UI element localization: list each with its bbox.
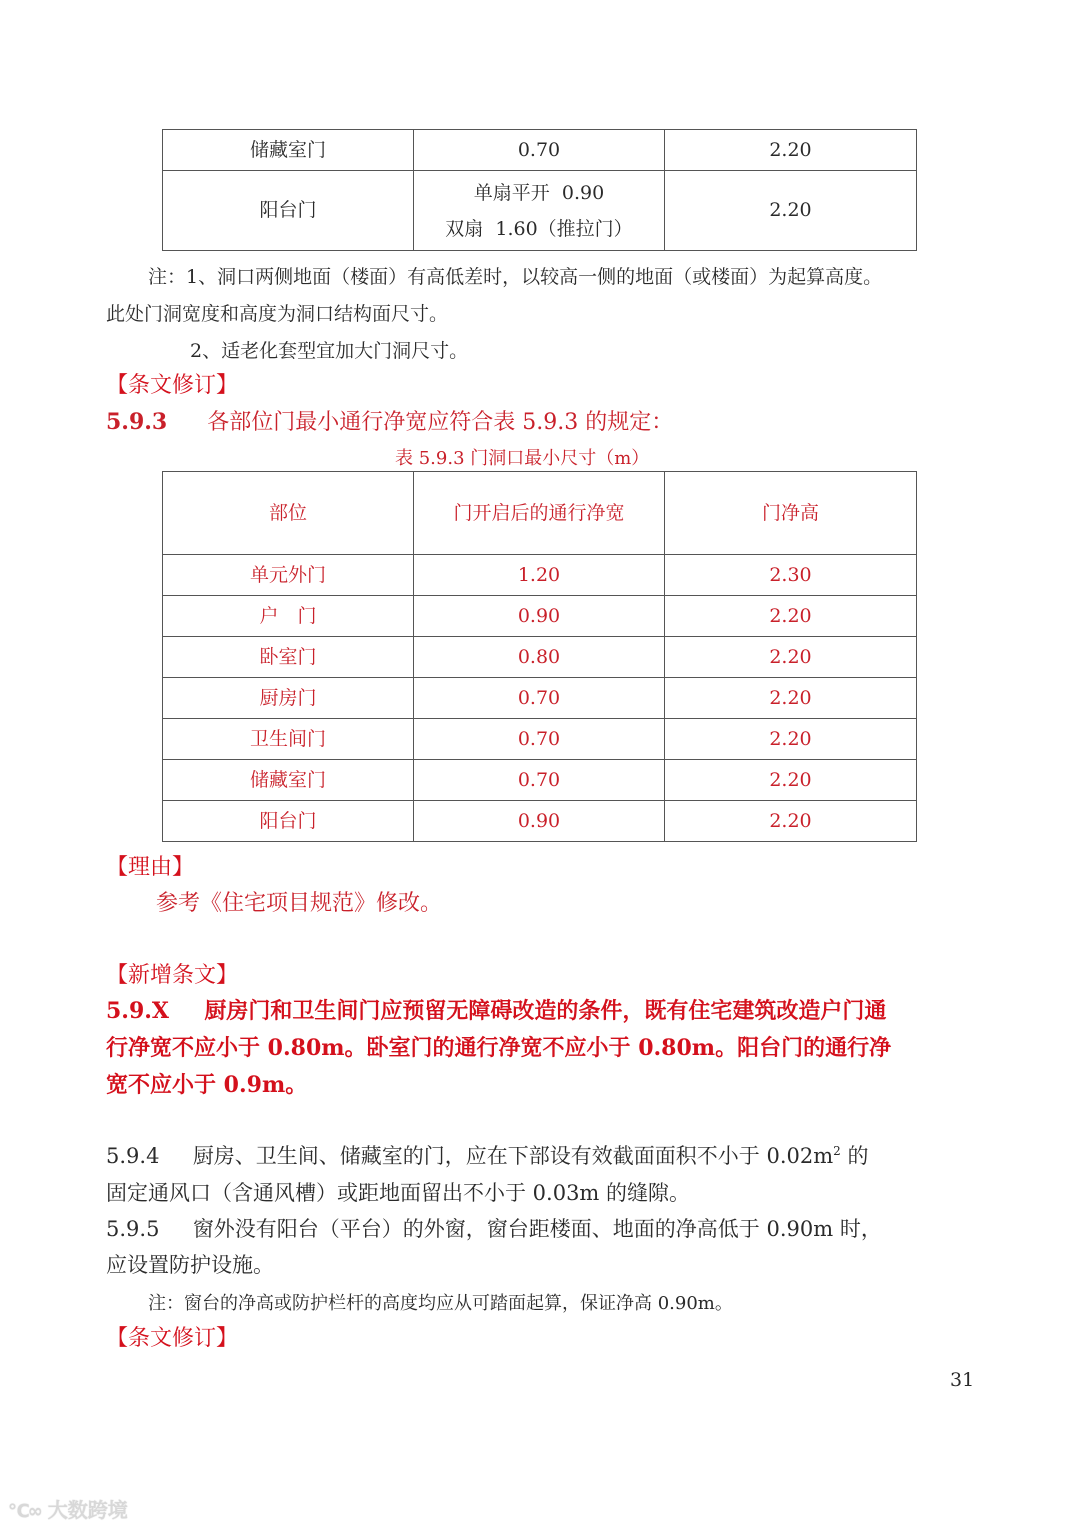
dimension-value: 0.80m	[267, 1035, 345, 1061]
text-run: 行净宽不应小于	[106, 1035, 268, 1061]
new-clause-line-2	[106, 1031, 891, 1062]
table-cell-part: 户 门	[163, 596, 414, 637]
reason-text: 参考《住宅项目规范》修改。	[156, 891, 443, 916]
table-row	[163, 171, 917, 251]
clause-5-9-5-note: 注：窗台的净高或防护栏杆的高度均应从可踏面起算，保证净高 0.90m。	[148, 1293, 733, 1314]
dimension-value: 0.9m	[223, 1072, 286, 1098]
revision-heading-2: 【条文修订】	[106, 1326, 239, 1351]
note-2: 2、适老化套型宜加大门洞尺寸。	[190, 340, 469, 362]
superscript: 2	[833, 1144, 841, 1158]
table-cell-part: 阳台门	[163, 171, 414, 251]
table-row	[163, 678, 917, 719]
table-cell-part: 储藏室门	[163, 760, 414, 801]
text-run: 厨房、卫生间、储藏室的门，应在下部设有效截面面积不小于 0.02m	[192, 1144, 834, 1168]
clause-5-9-5-line-2: 应设置防护设施。	[106, 1253, 274, 1277]
header-clear-height: 门净高	[665, 472, 917, 555]
clause-number: 5.9.3	[106, 409, 168, 435]
table-cell-width: 0.90	[414, 801, 665, 842]
clause-5-9-4-line-1	[106, 1140, 868, 1170]
door-opening-min-size-table	[162, 471, 917, 842]
table-cell-width: 0.70	[414, 130, 665, 171]
width-line-double: 双扇 1.60（推拉门）	[445, 217, 633, 240]
note-1-line-1: 注：1、洞口两侧地面（楼面）有高低差时，以较高一侧的地面（或楼面）为起算高度。	[148, 266, 883, 288]
new-clause-line-1	[106, 994, 886, 1025]
clause-5-9-5-line-1	[106, 1213, 882, 1243]
header-clear-width: 门开启后的通行净宽	[414, 472, 665, 555]
table-cell-height: 2.20	[665, 719, 917, 760]
table-caption: 表 5.9.3 门洞口最小尺寸（m）	[395, 448, 650, 469]
reason-heading: 【理由】	[106, 855, 195, 880]
table-cell-width: 0.70	[414, 719, 665, 760]
table-row	[163, 719, 917, 760]
text-run: 的	[840, 1144, 869, 1168]
table-cell-height: 2.20	[665, 637, 917, 678]
revision-heading: 【条文修订】	[106, 373, 239, 398]
table-cell-width: 0.90	[414, 596, 665, 637]
text-run: 。	[285, 1072, 308, 1098]
table-cell-part: 厨房门	[163, 678, 414, 719]
new-clause-heading: 【新增条文】	[106, 963, 239, 988]
new-clause-text: 厨房门和卫生间门应预留无障碍改造的条件，既有住宅建筑改造户门通	[204, 998, 887, 1024]
watermark-logo-icon: ℃∞	[8, 1501, 41, 1522]
note-1-line-2: 此处门洞宽度和高度为洞口结构面尺寸。	[106, 303, 449, 325]
width-line-single: 单扇平开 0.90	[473, 181, 605, 204]
table-row	[163, 596, 917, 637]
table-cell-width: 0.80	[414, 637, 665, 678]
text-run: 。阳台门的通行净	[715, 1035, 892, 1061]
table-cell-width	[414, 171, 665, 251]
text-run: 宽不应小于	[106, 1072, 224, 1098]
table-cell-part: 卫生间门	[163, 719, 414, 760]
clause-5-9-3	[106, 405, 673, 436]
table-cell-part: 单元外门	[163, 555, 414, 596]
table-cell-height: 2.20	[665, 130, 917, 171]
table-cell-height: 2.20	[665, 171, 917, 251]
watermark	[8, 1494, 128, 1523]
text-run: 。卧室门的通行净宽不应小于	[344, 1035, 639, 1061]
table-cell-width: 1.20	[414, 555, 665, 596]
table-cell-height: 2.20	[665, 596, 917, 637]
table-cell-height: 2.20	[665, 801, 917, 842]
table-cell-height: 2.20	[665, 678, 917, 719]
new-clause-line-3	[106, 1068, 307, 1099]
clause-number: 5.9.5	[106, 1217, 160, 1241]
table-cell-width: 0.70	[414, 760, 665, 801]
door-opening-table-continued	[162, 129, 917, 251]
table-cell-part: 储藏室门	[163, 130, 414, 171]
table-cell-height: 2.20	[665, 760, 917, 801]
table-cell-part: 卧室门	[163, 637, 414, 678]
table-row	[163, 555, 917, 596]
table-row	[163, 760, 917, 801]
new-clause-number: 5.9.X	[106, 998, 170, 1024]
table-row	[163, 801, 917, 842]
page-number: 31	[950, 1369, 975, 1391]
header-part: 部位	[163, 472, 414, 555]
clause-text: 各部位门最小通行净宽应符合表 5.9.3 的规定：	[207, 410, 674, 435]
table-cell-height: 2.30	[665, 555, 917, 596]
table-row	[163, 637, 917, 678]
clause-number: 5.9.4	[106, 1144, 160, 1168]
text-run: 窗外没有阳台（平台）的外窗，窗台距楼面、地面的净高低于 0.90m 时，	[192, 1217, 882, 1241]
clause-5-9-4-line-2: 固定通风口（含通风槽）或距地面留出不小于 0.03m 的缝隙。	[106, 1181, 691, 1205]
dimension-value: 0.80m	[638, 1035, 716, 1061]
table-header-row	[163, 472, 917, 555]
table-cell-width: 0.70	[414, 678, 665, 719]
table-cell-part: 阳台门	[163, 801, 414, 842]
table-row	[163, 130, 917, 171]
watermark-text: 大数跨境	[47, 1498, 128, 1522]
